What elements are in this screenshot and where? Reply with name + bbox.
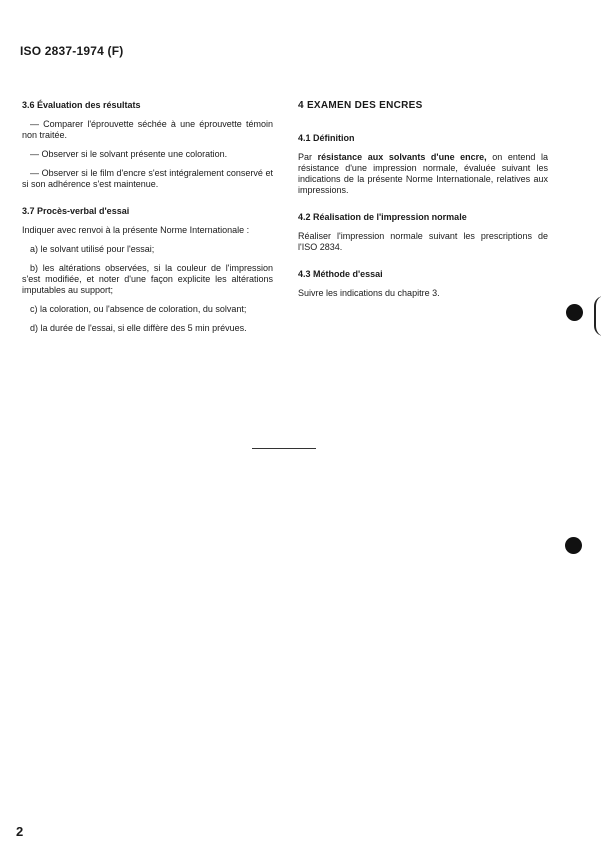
left-column (22, 100, 273, 342)
section-divider-rule (252, 448, 316, 449)
s37-item-a: a) le solvant utilisé pour l'essai; (30, 244, 155, 254)
page-edge-mark (594, 296, 601, 336)
s36-item-1: — Comparer l'éprouvette séchée à une éprouvette témoin non traitée. (22, 119, 273, 140)
section-4-2-title: 4.2 Réalisation de l'impression normale (298, 212, 467, 222)
s42-body: Réaliser l'impression normale suivant les prescriptions de l'ISO 2834. (298, 231, 548, 252)
right-column (298, 100, 548, 307)
section-4-title: 4 EXAMEN DES ENCRES (298, 100, 423, 111)
s37-item-d: d) la durée de l'essai, si elle diffère des 5 min prévues. (30, 323, 247, 333)
s37-item-b: b) les altérations observées, si la couleur de l'impression s'est modifiée, et noter d'une façon explicite les altérations imputables au support; (22, 263, 273, 295)
binding-hole-mark-bottom (565, 537, 582, 554)
s41-body-pre: Par (298, 152, 318, 162)
page-number: 2 (16, 824, 24, 839)
section-4-3-title: 4.3 Méthode d'essai (298, 269, 383, 279)
s36-item-3: — Observer si le film d'encre s'est intégralement conservé et si son adhérence s'est maintenue. (22, 168, 273, 189)
s41-term: résistance aux solvants d'une encre, (317, 152, 487, 162)
section-3-7-title: 3.7 Procès-verbal d'essai (22, 206, 130, 216)
s41-body-post: on entend la résistance d'une impression normale, évaluée suivant les indications de la présente Norme Internationale, relatives aux impressions. (298, 152, 549, 195)
s41-body (298, 152, 548, 196)
section-3-6-title: 3.6 Évaluation des résultats (22, 100, 141, 110)
s36-item-2: — Observer si le solvant présente une coloration. (30, 149, 228, 159)
s37-item-c: c) la coloration, ou l'absence de coloration, du solvant; (30, 304, 247, 314)
s43-body: Suivre les indications du chapitre 3. (298, 288, 440, 298)
section-4-1-title: 4.1 Définition (298, 133, 355, 143)
s37-intro: Indiquer avec renvoi à la présente Norme Internationale : (22, 225, 250, 235)
binding-hole-mark-top (566, 304, 583, 321)
document-header: ISO 2837-1974 (F) (20, 44, 124, 58)
